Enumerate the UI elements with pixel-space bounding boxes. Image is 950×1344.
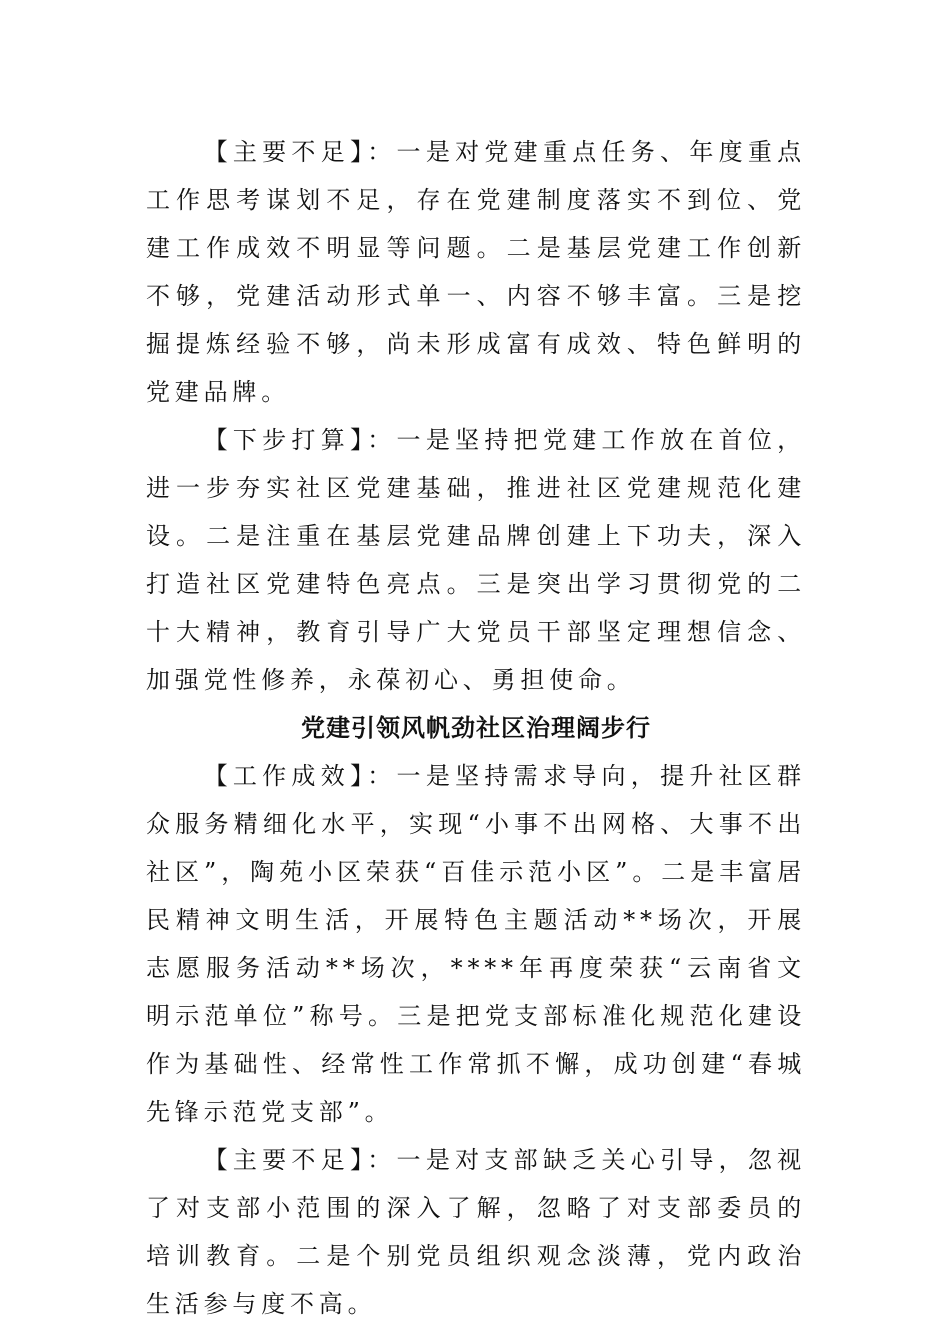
paragraph-next-plans: 【下步打算】：一是坚持把党建工作放在首位，进一步夯实社区党建基础，推进社区党建规范化建设。二是注重在基层党建品牌创建上下功夫，深入打造社区党建特色亮点。三是突出学习贯彻党的二十大精神，教育引导广大党员干部坚定理想信念、加强党性修养，永葆初心、勇担使命。 <box>146 426 806 694</box>
section-title: 党建引领风帆劲社区治理阔步行 <box>301 713 651 742</box>
paragraph-shortcomings-1: 【主要不足】：一是对党建重点任务、年度重点工作思考谋划不足，存在党建制度落实不到位、党建工作成效不明显等问题。二是基层党建工作创新不够，党建活动形式单一、内容不够丰富。三是挖掘提炼经验不够，尚未形成富有成效、特色鲜明的党建品牌。 <box>146 138 806 406</box>
paragraph-work-results: 【工作成效】：一是坚持需求导向，提升社区群众服务精细化水平，实现“小事不出网格、大事不出社区”，陶苑小区荣获“百佳示范小区”。二是丰富居民精神文明生活，开展特色主题活动**场次，开展志愿服务活动**场次，****年再度荣获“云南省文明示范单位”称号。三是把党支部标准化规范化建设作为基础性、经常性工作常抓不懈，成功创建“春城先锋示范党支部”。 <box>146 762 806 1126</box>
document-body <box>146 128 806 1328</box>
paragraph-shortcomings-2: 【主要不足】：一是对支部缺乏关心引导，忽视了对支部小范围的深入了解，忽略了对支部委员的培训教育。二是个别党员组织观念淡薄，党内政治生活参与度不高。 <box>146 1146 806 1318</box>
